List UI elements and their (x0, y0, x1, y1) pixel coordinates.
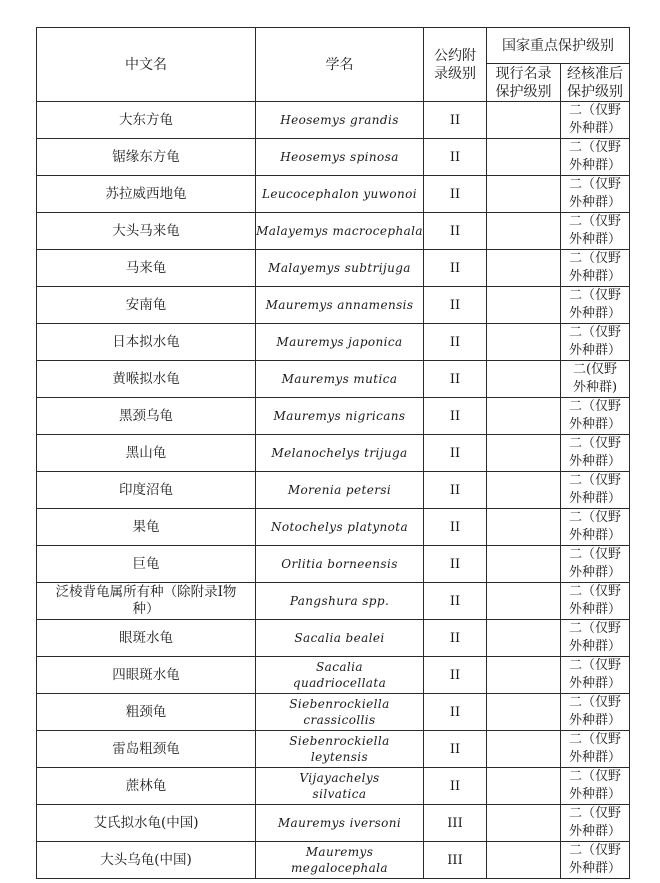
cites-appendix: II (424, 102, 487, 139)
approved-level: 二（仅野 外种群） (561, 435, 630, 472)
cites-appendix: II (424, 250, 487, 287)
current-level (487, 250, 561, 287)
approved-level: 二（仅野 外种群） (561, 287, 630, 324)
species-sci-name: Sacalia bealei (256, 620, 424, 657)
current-level (487, 435, 561, 472)
cites-appendix: II (424, 731, 487, 768)
species-cn-name: 大头乌龟(中国) (37, 842, 256, 879)
table-row (37, 694, 630, 731)
species-cn-name: 锯缘东方龟 (37, 139, 256, 176)
table-row (37, 176, 630, 213)
cites-appendix: II (424, 694, 487, 731)
species-sci-name: Siebenrockiella leytensis (256, 731, 424, 768)
cites-appendix: II (424, 398, 487, 435)
header-current-level: 现行名录 保护级别 (487, 64, 561, 102)
current-level (487, 768, 561, 805)
table-row (37, 139, 630, 176)
species-cn-name: 日本拟水龟 (37, 324, 256, 361)
approved-level: 二（仅野 外种群） (561, 805, 630, 842)
table-row (37, 287, 630, 324)
species-cn-name: 黄喉拟水龟 (37, 361, 256, 398)
header-approved-level: 经核准后 保护级别 (561, 64, 630, 102)
approved-level: 二（仅野 外种群） (561, 213, 630, 250)
approved-level: 二（仅野 外种群） (561, 324, 630, 361)
current-level (487, 509, 561, 546)
current-level (487, 842, 561, 879)
table-row (37, 398, 630, 435)
species-cn-name: 苏拉威西地龟 (37, 176, 256, 213)
approved-level: 二（仅野 外种群） (561, 546, 630, 583)
species-cn-name: 安南龟 (37, 287, 256, 324)
species-cn-name: 雷岛粗颈龟 (37, 731, 256, 768)
approved-level: 二（仅野 外种群） (561, 620, 630, 657)
current-level (487, 546, 561, 583)
current-level (487, 472, 561, 509)
cites-appendix: III (424, 805, 487, 842)
approved-level: 二（仅野 外种群） (561, 842, 630, 879)
cites-appendix: II (424, 620, 487, 657)
species-sci-name: Orlitia borneensis (256, 546, 424, 583)
approved-level: 二（仅野 外种群） (561, 694, 630, 731)
species-cn-name: 艾氏拟水龟(中国) (37, 805, 256, 842)
species-sci-name: Mauremys nigricans (256, 398, 424, 435)
species-sci-name: Notochelys platynota (256, 509, 424, 546)
approved-level: 二（仅野 外种群） (561, 731, 630, 768)
species-cn-name: 巨龟 (37, 546, 256, 583)
cites-appendix: II (424, 176, 487, 213)
table-row (37, 213, 630, 250)
current-level (487, 139, 561, 176)
header-sci-name: 学名 (256, 28, 424, 102)
table-row (37, 472, 630, 509)
approved-level: 二（仅野 外种群） (561, 583, 630, 620)
table-row (37, 805, 630, 842)
species-cn-name: 四眼斑水龟 (37, 657, 256, 694)
approved-level: 二（仅野 外种群） (561, 768, 630, 805)
table-body (37, 102, 630, 879)
table-row (37, 768, 630, 805)
species-sci-name: Mauremys annamensis (256, 287, 424, 324)
current-level (487, 620, 561, 657)
species-cn-name: 大东方龟 (37, 102, 256, 139)
species-sci-name: Morenia petersi (256, 472, 424, 509)
species-cn-name: 印度沼龟 (37, 472, 256, 509)
species-cn-name: 泛棱背龟属所有种（除附录I物 种） (37, 583, 256, 620)
species-sci-name: Siebenrockiella crassicollis (256, 694, 424, 731)
species-sci-name: Mauremys mutica (256, 361, 424, 398)
cites-appendix: II (424, 768, 487, 805)
cites-appendix: II (424, 324, 487, 361)
species-cn-name: 果龟 (37, 509, 256, 546)
cites-appendix: II (424, 213, 487, 250)
approved-level: 二（仅野 外种群） (561, 139, 630, 176)
approved-level: 二（仅野 外种群） (561, 102, 630, 139)
current-level (487, 731, 561, 768)
species-sci-name: Melanochelys trijuga (256, 435, 424, 472)
header-cn-name: 中文名 (37, 28, 256, 102)
current-level (487, 657, 561, 694)
header-national-level: 国家重点保护级别 (487, 28, 630, 64)
approved-level: 二（仅野 外种群） (561, 509, 630, 546)
table-row (37, 546, 630, 583)
table-row (37, 361, 630, 398)
species-sci-name: Pangshura spp. (256, 583, 424, 620)
cites-appendix: II (424, 583, 487, 620)
species-cn-name: 黑颈乌龟 (37, 398, 256, 435)
current-level (487, 694, 561, 731)
cites-appendix: III (424, 842, 487, 879)
species-cn-name: 粗颈龟 (37, 694, 256, 731)
approved-level: 二(仅野 外种群) (561, 361, 630, 398)
current-level (487, 324, 561, 361)
current-level (487, 213, 561, 250)
protection-level-table (36, 27, 630, 879)
species-cn-name: 黑山龟 (37, 435, 256, 472)
table-row (37, 620, 630, 657)
table-row (37, 842, 630, 879)
approved-level: 二（仅野 外种群） (561, 657, 630, 694)
cites-appendix: II (424, 657, 487, 694)
approved-level: 二（仅野 外种群） (561, 176, 630, 213)
approved-level: 二（仅野 外种群） (561, 472, 630, 509)
cites-appendix: II (424, 435, 487, 472)
species-sci-name: Vijayachelys silvatica (256, 768, 424, 805)
species-sci-name: Malayemys macrocephala (256, 213, 424, 250)
current-level (487, 176, 561, 213)
species-cn-name: 大头马来龟 (37, 213, 256, 250)
current-level (487, 583, 561, 620)
species-cn-name: 马来龟 (37, 250, 256, 287)
cites-appendix: II (424, 472, 487, 509)
species-sci-name: Leucocephalon yuwonoi (256, 176, 424, 213)
table-row (37, 583, 630, 620)
species-sci-name: Sacalia quadriocellata (256, 657, 424, 694)
species-cn-name: 眼斑水龟 (37, 620, 256, 657)
species-cn-name: 蔗林龟 (37, 768, 256, 805)
cites-appendix: II (424, 509, 487, 546)
approved-level: 二（仅野 外种群） (561, 250, 630, 287)
table-row (37, 324, 630, 361)
species-sci-name: Heosemys grandis (256, 102, 424, 139)
cites-appendix: II (424, 546, 487, 583)
header-cites-level: 公约附 录级别 (424, 28, 487, 102)
cites-appendix: II (424, 361, 487, 398)
current-level (487, 398, 561, 435)
table-row (37, 509, 630, 546)
current-level (487, 361, 561, 398)
species-sci-name: Mauremys megalocephala (256, 842, 424, 879)
current-level (487, 287, 561, 324)
species-sci-name: Mauremys japonica (256, 324, 424, 361)
species-sci-name: Mauremys iversoni (256, 805, 424, 842)
table-row (37, 435, 630, 472)
species-sci-name: Malayemys subtrijuga (256, 250, 424, 287)
approved-level: 二（仅野 外种群） (561, 398, 630, 435)
cites-appendix: II (424, 287, 487, 324)
current-level (487, 102, 561, 139)
table-row (37, 657, 630, 694)
table-row (37, 731, 630, 768)
current-level (487, 805, 561, 842)
species-sci-name: Heosemys spinosa (256, 139, 424, 176)
table-row (37, 102, 630, 139)
table-row (37, 250, 630, 287)
cites-appendix: II (424, 139, 487, 176)
